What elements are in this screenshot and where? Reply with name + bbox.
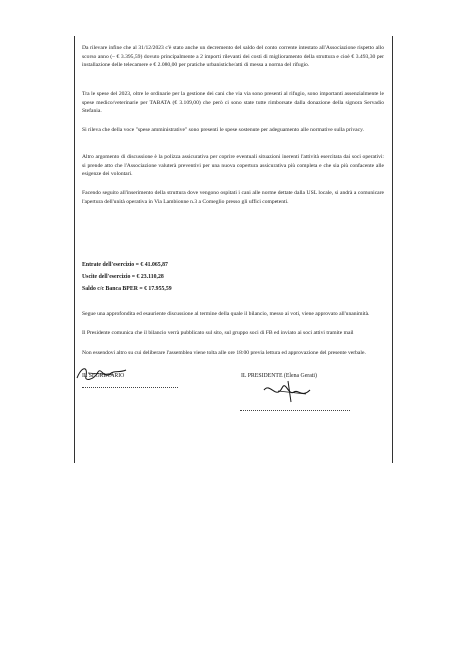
president-signature-line [240, 410, 350, 411]
paragraph-approvazione: Segue una approfondita ed esauriente discussione al termine della quale il bilancio, messo ai voti, viene approvato all'unanimità. [82, 311, 370, 317]
uscite-line: Uscite dell'esercizio = € 23.110,28 [82, 274, 164, 280]
paragraph-spese: Tra le spese del 2023, oltre le ordinarie per la gestione dei cani che via via sono presenti al rifugio, sono importanti assenzialmente le spese medico/veterinarie per TABATA (€ 3.109,00) che però ci sono state tutte rimborsate dalla donazione della signora Servadio Stefania. [82, 91, 384, 115]
secretary-label: IL SEGRETARIO [82, 373, 125, 379]
president-label: IL PRESIDENTE (Elena Gerati) [241, 373, 317, 379]
paragraph-usl: Facendo seguito all'inserimento della struttura dove vengono ospitati i cani alle norme dettate dalla USL locale, si andrà a comunicare l'apertura dell'unità operativa in Via Lambionne n.3 a Comeglio presso gli uffici competenti. [82, 190, 384, 205]
paragraph-pubblicazione: Il Presidente comunica che il bilancio verrà pubblicato sul sito, sul gruppo soci di FB ed inviato ai soci attivi tramite mail [82, 330, 354, 336]
paragraph-chiusura: Non essendovi altro su cui deliberare l'assemblea viene tolta alle ore 18:00 previa lettura ed approvazione del presente verbale. [82, 350, 366, 356]
paragraph-polizza: Altro argomento di discussione è la polizza assicurativa per coprire eventuali situazioni inerenti l'attività esercitata dai soci operativi: si prende atto che l'Associazione valuterà preventivi per una nuova copertura assicurativa più completa e che sia più confacente alle esigenze dei volontari. [82, 154, 384, 178]
secretary-signature-line [82, 387, 178, 388]
paragraph-privacy: Si rileva che della voce "spese amministrative" sono presenti le spese sostenute per adeguamento alle normative sulla privacy. [82, 127, 364, 133]
secretary-signature [74, 364, 134, 384]
entrate-line: Entrate dell'esercizio = € 41.065,87 [82, 262, 168, 268]
paragraph-decremento: Da rilevare infine che al 31/12/2023 c'è stato anche un decremento del saldo del conto corrente intestato all'Associazione rispetto allo scorso anno (– € 3.395,59) dovuto principalmente a 2 importi rilevanti dei costi di miglioramento della struttura e cioè € 3.493,30 per installazione delle telecamere e € 2.080,00 per pratiche urbanistiche/atti di messa a norma del rifugio. [82, 45, 384, 69]
president-signature [258, 378, 318, 404]
saldo-line: Saldo c/c Banca BPER = € 17.955,59 [82, 286, 172, 292]
